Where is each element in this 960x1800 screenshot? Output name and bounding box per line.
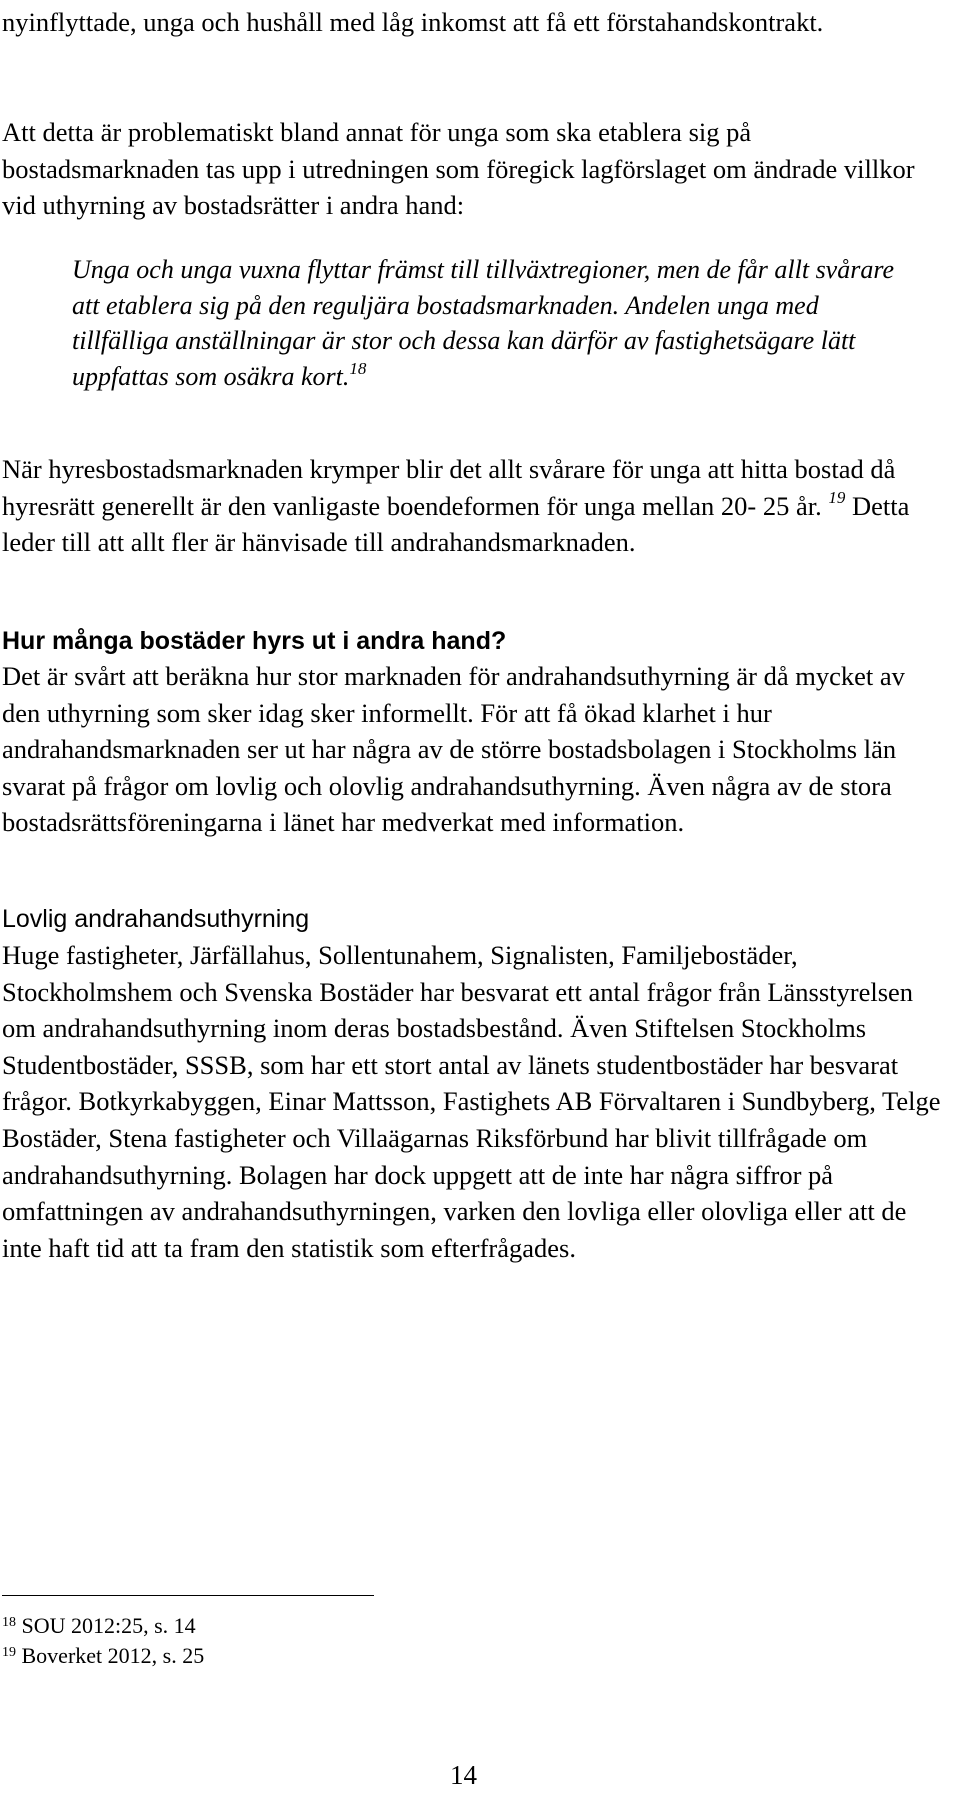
paragraph-text: Det är svårt att beräkna hur stor marknaden för andrahandsuthyrning är då mycket av den uthyrning som sker idag sker informellt. För att få ökad klarhet i hur andrahandsmarknaden ser ut har några av de större bostadsbolagen i Stockholms län svarat på frågor om lovlig och olovlig andrahandsuthyrning. Även några av de stora bostadsrättsföreningarna i länet har medverkat med information. [2,661,905,838]
quote-text: Unga och unga vuxna flyttar främst till tillväxtregioner, men de får allt svårare att etablera sig på den reguljära bostadsmarknaden. Andelen unga med tillfälliga anställningar är stor och dessa kan därför av fastighetsägare lätt uppfattas som osäkra kort. [72,255,895,391]
paragraph-text: När hyresbostadsmarknaden krymper blir det allt svårare för unga att hitta bostad då hyresrätt generellt är den vanligaste boendeformen för unga mellan 20- 25 år. [2,454,896,521]
footnote-text: Boverket 2012, s. 25 [21,1643,205,1668]
footnote-reference-18: 18 [349,358,367,378]
footnote-mark: 19 [2,1645,16,1660]
paragraph-text: Att detta är problematiskt bland annat för unga som ska etablera sig på bostadsmarknaden tas upp i utredningen som föregick lagförslaget om ändrade villkor vid uthyrning av bostadsrätter i andra hand: [2,117,915,221]
paragraph-text-continued: Detta leder till att allt fler är hänvisade till andrahandsmarknaden. [2,490,910,558]
paragraph-text: Huge fastigheter, Järfällahus, Sollentunahem, Signalisten, Familjebostäder, Stockholmshem och Svenska Bostäder har besvarat ett antal frågor från Länsstyrelsen om andrahandsuthyrning inom deras bostadsbestånd. Även Stiftelsen Stockholms Studentbostäder, SSSB, som har ett stort antal av länets studentbostäder har besvarat frågor. Botkyrkabyggen, Einar Mattsson, Fastighets AB Förvaltaren i Sundbyberg, Telge Bostäder, Stena fastigheter och Villaägarnas Riksförbund har blivit tillfrågade om andrahandsuthyrning. Bolagen har dock uppgett att de inte har några siffror på omfattningen av andrahandsuthyrningen, varken den lovliga eller olovliga eller att de inte haft tid att ta fram den statistik som efterfrågades. [2,940,941,1263]
footnote-item [2,1611,204,1641]
subsection-heading: Lovlig andrahandsuthyrning [2,905,310,933]
paragraph-lawful-subletting [2,937,942,1266]
footnote-mark: 18 [2,1615,16,1630]
paragraph-intro-quote [2,114,942,224]
footnote-reference-19: 19 [828,487,846,507]
paragraph-text: nyinflyttade, unga och hushåll med låg inkomst att få ett förstahandskontrakt. [2,7,824,37]
block-quote [72,252,912,394]
page-number: 14 [450,1760,477,1790]
footnote-text: SOU 2012:25, s. 14 [21,1613,196,1638]
paragraph-market-size [2,658,942,841]
footnote-separator [2,1595,374,1596]
footnotes [2,1611,204,1671]
footnote-item [2,1641,204,1671]
paragraph-continuation [2,4,942,41]
paragraph-housing-market [2,451,942,561]
section-heading: Hur många bostäder hyrs ut i andra hand? [2,627,507,655]
